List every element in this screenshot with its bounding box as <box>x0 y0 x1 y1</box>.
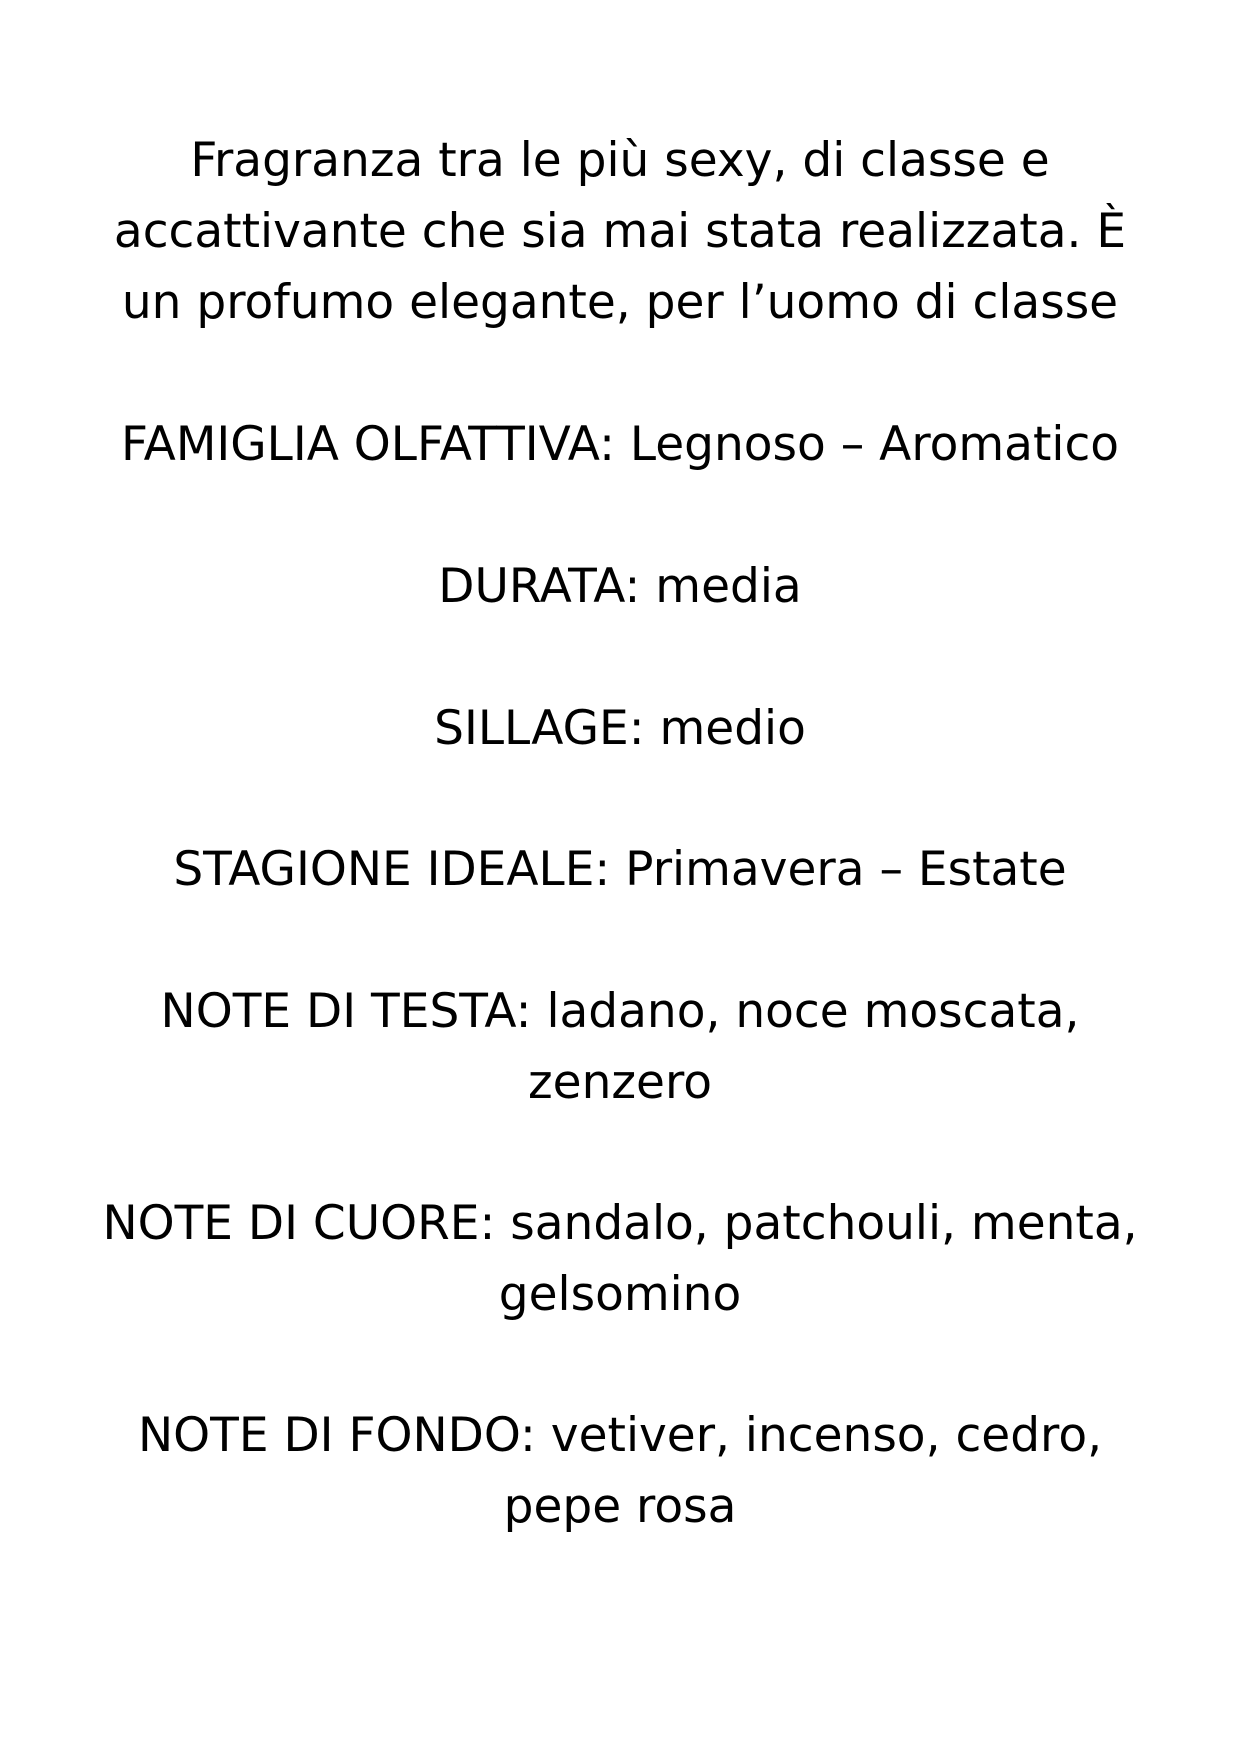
duration <box>60 551 1180 622</box>
top-notes <box>60 976 1180 1118</box>
ideal-season <box>60 834 1180 905</box>
duration-text: DURATA: media <box>438 559 802 614</box>
top-notes-line-1: NOTE DI TESTA: ladano, noce moscata, <box>160 984 1080 1039</box>
top-notes-line-2: zenzero <box>527 1055 712 1110</box>
base-notes-line-2: pepe rosa <box>503 1479 737 1534</box>
sillage-text: SILLAGE: medio <box>434 701 806 756</box>
heart-notes-line-1: NOTE DI CUORE: sandalo, patchouli, menta, <box>102 1196 1138 1251</box>
heart-notes-line-2: gelsomino <box>498 1267 742 1322</box>
olfactory-family-text: FAMIGLIA OLFATTIVA: Legnoso – Aromatico <box>120 417 1120 472</box>
intro-line-1: Fragranza tra le più sexy, di classe e <box>190 133 1050 188</box>
intro-paragraph <box>60 125 1180 338</box>
base-notes-line-1: NOTE DI FONDO: vetiver, incenso, cedro, <box>137 1408 1103 1463</box>
heart-notes <box>60 1188 1180 1330</box>
intro-line-3: un profumo elegante, per l’uomo di classe <box>121 275 1119 330</box>
sillage <box>60 693 1180 764</box>
ideal-season-text: STAGIONE IDEALE: Primavera – Estate <box>173 842 1067 897</box>
intro-line-2: accattivante che sia mai stata realizzata. È <box>113 204 1127 259</box>
base-notes <box>60 1400 1180 1542</box>
olfactory-family <box>60 409 1180 480</box>
